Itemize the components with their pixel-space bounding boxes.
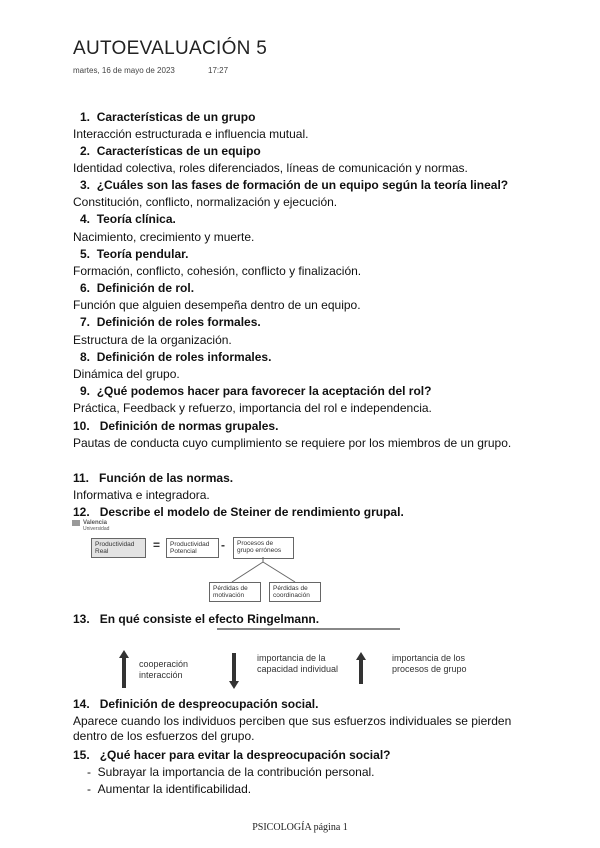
answer-1: Interacción estructurada e influencia mutual.	[73, 127, 309, 141]
answer-11: Informativa e integradora.	[73, 488, 210, 502]
question-6: 6. Definición de rol.	[80, 281, 195, 295]
arrow-up-icon	[356, 652, 366, 684]
box-motivation-losses: Pérdidas de motivación	[209, 582, 261, 602]
answer-6: Función que alguien desempeña dentro de un equipo.	[73, 298, 361, 312]
question-11: 11. Función de las normas.	[73, 471, 234, 485]
steiner-diagram	[70, 520, 340, 605]
question-5: 5. Teoría pendular.	[80, 247, 189, 261]
question-14: 14. Definición de despreocupación social.	[73, 697, 319, 711]
arrow-down-icon	[229, 653, 239, 689]
university-logo: Valencia Universidad	[72, 520, 109, 532]
time-label: 17:27	[208, 66, 229, 75]
question-4: 4. Teoría clínica.	[80, 212, 176, 226]
question-3: 3. ¿Cuáles son las fases de formación de un equipo según la teoría lineal?	[80, 178, 509, 192]
answer-5: Formación, conflicto, cohesión, conflicto y finalización.	[73, 264, 362, 278]
answer-14: Aparece cuando los individuos perciben que sus esfuerzos individuales se pierden dentro de los esfuerzos del grupo.	[73, 714, 512, 743]
answer-10: Pautas de conducta cuyo cumplimiento se requiere por los miembros de un grupo.	[73, 436, 512, 450]
question-7: 7. Definición de roles formales.	[80, 315, 261, 329]
answer-2: Identidad colectiva, roles diferenciados, líneas de comunicación y normas.	[73, 161, 468, 175]
box-potential-productivity: Productividad Potencial	[166, 538, 219, 558]
page-title: AUTOEVALUACIÓN 5	[73, 38, 268, 59]
arrow-up-icon	[119, 650, 129, 688]
date-label: martes, 16 de mayo de 2023	[73, 66, 175, 75]
question-10: 10. Definición de normas grupales.	[73, 419, 279, 433]
question-13: 13. En qué consiste el efecto Ringelmann.	[73, 612, 320, 626]
answer-8: Dinámica del grupo.	[73, 367, 180, 381]
label-group-processes: importancia de los procesos de grupo	[392, 653, 467, 674]
minus-sign: -	[221, 538, 225, 552]
question-2: 2. Características de un equipo	[80, 144, 261, 158]
answer-9: Práctica, Feedback y refuerzo, importancia del rol e independencia.	[73, 401, 432, 415]
question-15: 15. ¿Qué hacer para evitar la despreocupación social?	[73, 748, 391, 762]
page-footer: PSICOLOGÍA página 1	[252, 822, 348, 833]
question-9: 9. ¿Qué podemos hacer para favorecer la aceptación del rol?	[80, 384, 432, 398]
box-coordination-losses: Pérdidas de coordinación	[269, 582, 321, 602]
label-individual-capacity: importancia de la capacidad individual	[257, 653, 339, 674]
question-8: 8. Definición de roles informales.	[80, 350, 272, 364]
answer-3: Constitución, conflicto, normalización y ejecución.	[73, 195, 338, 209]
answer-7: Estructura de la organización.	[73, 333, 232, 347]
question-12: 12. Describe el modelo de Steiner de rendimiento grupal.	[73, 505, 404, 519]
box-group-process: Procesos de grupo erróneos	[233, 537, 294, 559]
answer-15-bullet-2: - Aumentar la identificabilidad.	[87, 782, 252, 796]
equals-sign: =	[153, 538, 161, 552]
box-real-productivity: Productividad Real	[91, 538, 146, 558]
answer-15-bullet-1: - Subrayar la importancia de la contribución personal.	[87, 765, 375, 779]
label-cooperation: cooperación interacción	[139, 659, 189, 680]
question-1: 1. Características de un grupo	[80, 110, 256, 124]
ringelmann-figure	[115, 628, 467, 692]
answer-4: Nacimiento, crecimiento y muerte.	[73, 230, 255, 244]
